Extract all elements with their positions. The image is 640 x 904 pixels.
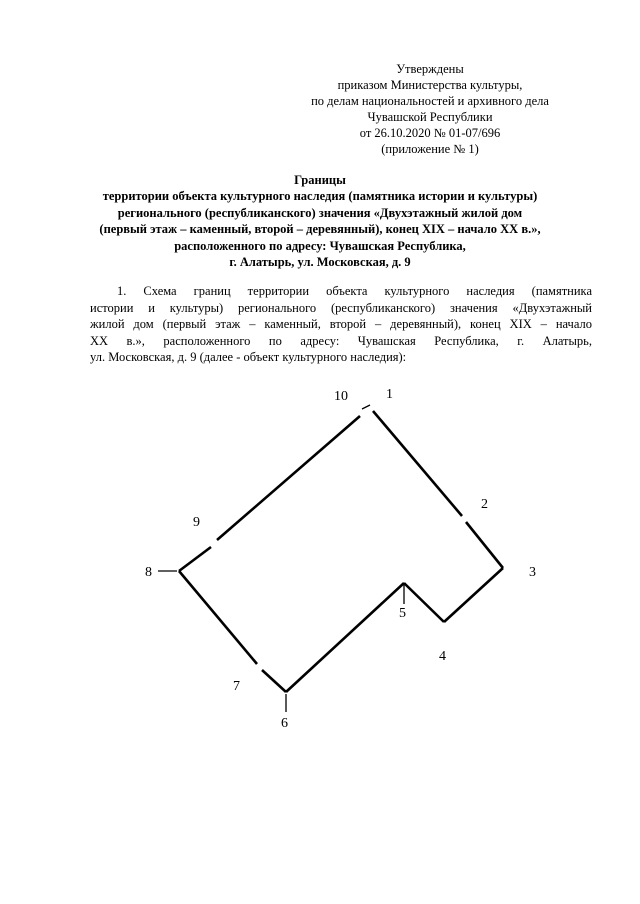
paragraph-line: истории и культуры) регионального (республиканского) значения «Двухэтажный	[90, 300, 592, 315]
paragraph-line: жилой дом (первый этаж – каменный, второй – деревянный), конец XIX – начало	[90, 317, 592, 332]
segment-8-7	[179, 571, 257, 664]
approval-line: Чувашской Республики	[367, 110, 493, 124]
point-label-9: 9	[193, 515, 200, 530]
leader-point-10	[362, 405, 370, 409]
segment-5-4	[404, 583, 444, 622]
title-line: территории объекта культурного наследия (памятника истории и культуры)	[102, 189, 538, 204]
point-label-7: 7	[233, 679, 240, 694]
approval-block	[300, 61, 560, 157]
segment-9-8	[179, 547, 211, 571]
point-label-8: 8	[145, 565, 152, 580]
paragraph-line: ул. Московская, д. 9 (далее - объект культурного наследия):	[90, 350, 407, 365]
paragraph-line: XX в.», расположенного по адресу: Чувашская Республика, г. Алатырь,	[90, 333, 592, 348]
point-label-2: 2	[481, 497, 488, 512]
segment-10-9	[217, 416, 360, 540]
point-label-6: 6	[281, 716, 288, 731]
segment-6-5	[286, 583, 404, 692]
segment-4-3	[444, 568, 503, 622]
point-label-4: 4	[439, 649, 446, 664]
point-labels	[145, 387, 536, 731]
point-label-10: 10	[334, 389, 348, 404]
approval-line: приказом Министерства культуры,	[337, 78, 523, 92]
approval-line: (приложение № 1)	[381, 142, 479, 156]
title-line: Границы	[294, 173, 346, 187]
paragraph-line: 1. Схема границ территории объекта культурного наследия (памятника	[117, 284, 592, 298]
boundary-scheme	[0, 370, 640, 740]
point-label-5: 5	[399, 606, 406, 621]
title-line: регионального (республиканского) значения «Двухэтажный жилой дом	[117, 205, 523, 220]
approval-line: Утверждены	[396, 62, 464, 76]
boundary-lines	[179, 411, 503, 692]
point-label-1: 1	[386, 387, 393, 402]
approval-line: по делам национальностей и архивного дела	[311, 94, 549, 108]
segment-3-2	[466, 522, 503, 568]
title-line: (первый этаж – каменный, второй – деревянный), конец XIX – начало XX в.»,	[99, 222, 541, 237]
point-label-3: 3	[529, 565, 536, 580]
segment-2-1	[373, 411, 462, 516]
document-title	[40, 172, 600, 270]
title-line: расположенного по адресу: Чувашская Республика,	[174, 238, 466, 253]
paragraph-1	[90, 283, 592, 366]
segment-7-6	[262, 670, 286, 692]
approval-line: от 26.10.2020 № 01-07/696	[359, 126, 501, 140]
title-line: г. Алатырь, ул. Московская, д. 9	[229, 255, 411, 270]
